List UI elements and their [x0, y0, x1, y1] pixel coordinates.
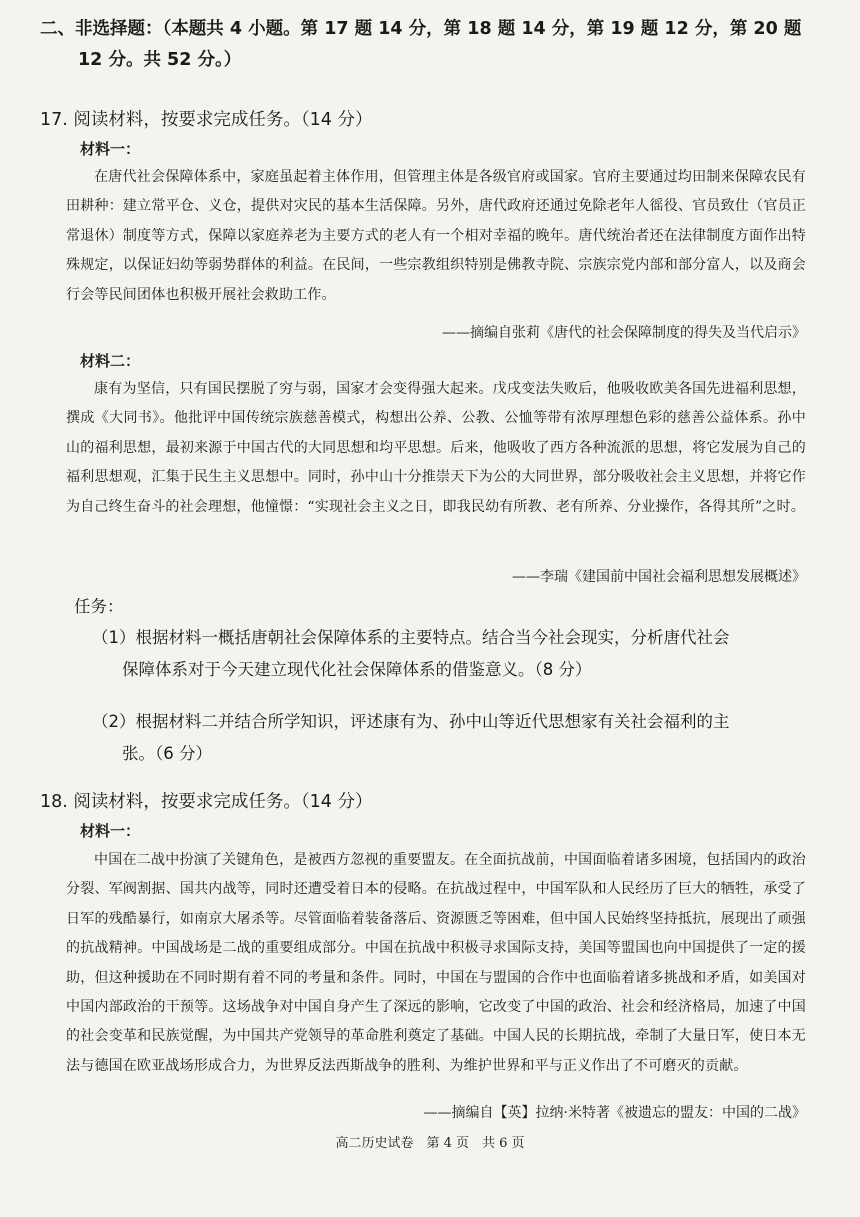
page-footer: 高二历史试卷 第 4 页 共 6 页 — [335, 1136, 525, 1151]
q17-task-1 — [92, 622, 810, 686]
q17-material1-text: 在唐代社会保障体系中，家庭虽起着主体作用，但管理主体是各级官府或国家。官府主要通过均田制来保障农民有田耕种：建立常平仓、义仓，提供对灾民的基本生活保障。另外，唐代政府还通过免除老年人徭役、官员致仕（官员正常退休）制度等方式，保障以家庭养老为主要方式的老人有一个相对幸福的晚年。唐代统治者还在法律制度方面作出特殊规定，以保证妇幼等弱势群体的利益。在民间，一些宗教组织特别是佛教寺院、宗族宗党内部和部分富人，以及商会行会等民间团体也积极开展社会救助工作。 — [66, 169, 806, 303]
q17-task-2-line1: （2）根据材料二并结合所学知识，评述康有为、孙中山等近代思想家有关社会福利的主 — [92, 712, 730, 731]
q18-material1-text: 中国在二战中扮演了关键角色，是被西方忽视的重要盟友。在全面抗战前，中国面临着诸多困境，包括国内的政治分裂、军阀割据、国共内战等，同时还遭受着日本的侵略。在抗战过程中，中国军队和人民经历了巨大的牺牲，承受了日军的残酷暴行，如南京大屠杀等。尽管面临着装备落后、资源匮乏等困难，但中国人民始终坚持抵抗，展现出了顽强的抗战精神。中国战场是二战的重要组成部分。中国在抗战中积极寻求国际支持，美国等盟国也向中国提供了一定的援助，但这种援助在不同时期有着不同的考量和条件。同时，中国在与盟国的合作中也面临着诸多挑战和矛盾，如美国对中国内部政治的干预等。这场战争对中国自身产生了深远的影响，它改变了中国的政治、社会和经济格局，加速了中国的社会变革和民族觉醒，为中国共产党领导的革命胜利奠定了基础。中国人民的长期抗战，牵制了大量日军，使日本无法与德国在欧亚战场形成合力，为世界反法西斯战争的胜利、为维护世界和平与正义作出了不可磨灭的贡献。 — [66, 852, 806, 1074]
q17-task-label: 任务： — [74, 597, 124, 616]
q17-material2-label: 材料二： — [80, 352, 141, 370]
section-heading — [40, 14, 820, 76]
q17-material2-source: ——李瑞《建国前中国社会福利思想发展概述》 — [512, 569, 806, 585]
section-heading-line1: 二、非选择题：（本题共 4 小题。第 17 题 14 分，第 18 题 14 分，第 19 题 12 分，第 20 题 — [40, 19, 802, 39]
q17-material2-text: 康有为坚信，只有国民摆脱了穷与弱，国家才会变得强大起来。戊戌变法失败后，他吸收欧美各国先进福利思想，撰成《大同书》。他批评中国传统宗族慈善模式，构想出公养、公教、公恤等带有浓厚理想色彩的慈善公益体系。孙中山的福利思想，最初来源于中国古代的大同思想和均平思想。后来，他吸收了西方各种流派的思想，将它发展为自己的福利思想观，汇集于民生主义思想中。同时，孙中山十分推崇天下为公的大同世界，部分吸收社会主义思想，并将它作为自己终生奋斗的社会理想，他憧憬：“实现社会主义之日，即我民幼有所教、老有所养、分业操作，各得其所”之时。 — [66, 381, 806, 515]
question-17-title: 17. 阅读材料，按要求完成任务。（14 分） — [40, 110, 373, 130]
q17-task-2 — [92, 706, 810, 770]
q17-material1-source: ——摘编自张莉《唐代的社会保障制度的得失及当代启示》 — [442, 325, 806, 341]
question-18-title: 18. 阅读材料，按要求完成任务。（14 分） — [40, 792, 373, 812]
q18-material1-source: ——摘编自【英】拉纳·米特著《被遗忘的盟友：中国的二战》 — [423, 1105, 806, 1121]
q18-material1-label: 材料一： — [80, 822, 141, 840]
q17-task-1-line2: 保障体系对于今天建立现代化社会保障体系的借鉴意义。（8 分） — [122, 660, 592, 679]
q17-task-1-line1: （1）根据材料一概括唐朝社会保障体系的主要特点。结合当今社会现实，分析唐代社会 — [92, 628, 730, 647]
q17-task-2-line2: 张。（6 分） — [122, 744, 212, 763]
section-heading-line2: 12 分。共 52 分。） — [78, 50, 242, 70]
q17-material1-label: 材料一： — [80, 140, 141, 158]
